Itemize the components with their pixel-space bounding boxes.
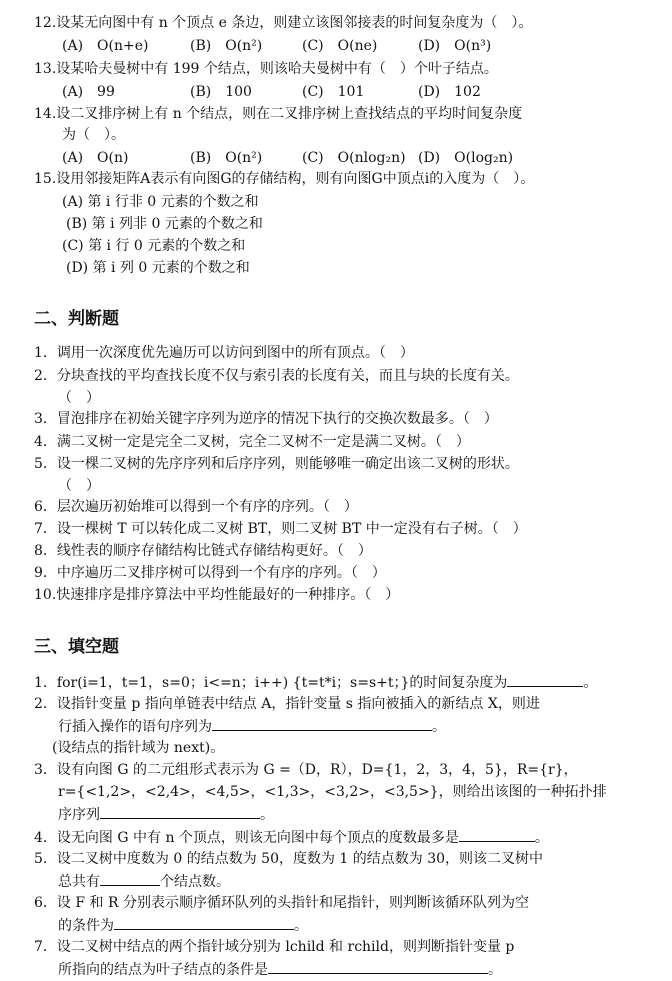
section-heading-true-false: 二、判断题 <box>34 309 119 329</box>
fb-item-6: 6．设 F 和 R 分别表示顺序循环队列的头指针和尾指针，则判断该循环队列为空 <box>34 895 529 911</box>
q12-option-d: (D) O(n³) <box>418 38 492 54</box>
answer-blank[interactable] <box>507 671 583 687</box>
tf-item-3: 3．冒泡排序在初始关键字序列为逆序的情况下执行的交换次数最多。（ ） <box>34 411 498 427</box>
q13-option-d: (D) 102 <box>418 84 481 100</box>
fb-item-7-cont: 所指向的结点为叶子结点的条件是 。 <box>58 958 502 981</box>
answer-blank[interactable] <box>268 958 488 974</box>
q14-option-d: (D) O(log₂n) <box>418 150 514 166</box>
q15-option-d: (D) 第 i 列 0 元素的个数之和 <box>66 260 250 276</box>
q14-option-c: (C) O(nlog₂n) <box>302 150 406 166</box>
answer-blank[interactable] <box>212 715 432 731</box>
question-15: 15.设用邻接矩阵A表示有向图G的存储结构，则有向图G中顶点i的入度为（ ）。 <box>34 171 535 187</box>
question-14: 14.设二叉排序树上有 n 个结点，则在二叉排序树上查找结点的平均时间复杂度 <box>34 106 523 122</box>
answer-blank[interactable] <box>100 803 260 819</box>
q14-option-b: (B) O(n²) <box>190 150 263 166</box>
fb-item-7: 7．设二叉树中结点的两个指针域分别为 lchild 和 rchild，则判断指针变量 p <box>34 939 515 955</box>
tf-item-1: 1．调用一次深度优先遍历可以访问到图中的所有顶点。（ ） <box>34 345 414 361</box>
tf-item-2: 2．分块查找的平均查找长度不仅与索引表的长度有关，而且与块的长度有关。 <box>34 368 519 384</box>
question-13: 13.设某哈夫曼树中有 199 个结点，则该哈夫曼树中有（ ）个叶子结点。 <box>34 61 498 77</box>
tf-item-9: 9．中序遍历二叉排序树可以得到一个有序的序列。（ ） <box>34 565 386 581</box>
q12-option-c: (C) O(ne) <box>302 38 378 54</box>
fb-item-2: 2．设指针变量 p 指向单链表中结点 A，指针变量 s 指向被插入的新结点 X，则进 <box>34 696 540 712</box>
q13-option-a: (A) 99 <box>62 84 115 100</box>
q13-option-b: (B) 100 <box>190 84 252 100</box>
q12-option-b: (B) O(n²) <box>190 38 263 54</box>
tf-item-10: 10.快速排序是排序算法中平均性能最好的一种排序。（ ） <box>34 587 400 603</box>
fb-item-2-note: (设结点的指针域为 next)。 <box>52 740 225 756</box>
fb-item-3: 3．设有向图 G 的二元组形式表示为 G =（D，R），D={1，2，3，4，5}，R={r}， <box>34 762 578 778</box>
fb-item-3-cont2: 序序列 。 <box>58 803 274 826</box>
fb-item-3-cont: r={<1,2>，<2,4>，<4,5>，<1,3>，<3,2>，<3,5>}，则给出该图的一种拓扑排 <box>58 784 607 800</box>
fb-item-6-cont: 的条件为 。 <box>58 914 308 937</box>
tf-item-2-paren: （ ） <box>58 390 100 406</box>
tf-item-4: 4．满二叉树一定是完全二叉树，完全二叉树不一定是满二叉树。（ ） <box>34 434 470 450</box>
answer-blank[interactable] <box>459 826 535 842</box>
fb-item-4: 4．设无向图 G 中有 n 个顶点，则该无向图中每个顶点的度数最多是 。 <box>34 826 549 849</box>
q15-option-a: (A) 第 i 行非 0 元素的个数之和 <box>62 194 259 210</box>
tf-item-5: 5．设一棵二叉树的先序序列和后序序列，则能够唯一确定出该二叉树的形状。 <box>34 456 519 472</box>
q13-option-c: (C) 101 <box>302 84 365 100</box>
answer-blank[interactable] <box>114 914 294 930</box>
q15-option-b: (B) 第 i 列非 0 元素的个数之和 <box>66 216 263 232</box>
fb-item-5-cont: 总共有 个结点数。 <box>58 870 230 893</box>
fb-item-2-cont: 行插入操作的语句序列为 。 <box>58 715 446 738</box>
tf-item-7: 7．设一棵树 T 可以转化成二叉树 BT，则二叉树 BT 中一定没有右子树。（ ） <box>34 521 527 537</box>
question-14-cont: 为（ ）。 <box>62 127 125 143</box>
tf-item-8: 8．线性表的顺序存储结构比链式存储结构更好。（ ） <box>34 543 372 559</box>
answer-blank[interactable] <box>100 870 160 886</box>
section-heading-fill-blank: 三、填空题 <box>34 637 119 657</box>
tf-item-5-paren: （ ） <box>58 478 100 494</box>
q12-option-a: (A) O(n+e) <box>62 38 149 54</box>
fb-item-5: 5．设二叉树中度数为 0 的结点数为 50，度数为 1 的结点数为 30，则该二叉树中 <box>34 851 544 867</box>
fb-item-1: 1．for(i=1，t=1，s=0；i<=n；i++) {t=t*i；s=s+t；}的时间复杂度为 。 <box>34 671 597 694</box>
q15-option-c: (C) 第 i 行 0 元素的个数之和 <box>62 238 246 254</box>
question-12: 12.设某无向图中有 n 个顶点 e 条边，则建立该图邻接表的时间复杂度为（ ）。 <box>34 15 533 31</box>
tf-item-6: 6．层次遍历初始堆可以得到一个有序的序列。（ ） <box>34 499 358 515</box>
q14-option-a: (A) O(n) <box>62 150 129 166</box>
